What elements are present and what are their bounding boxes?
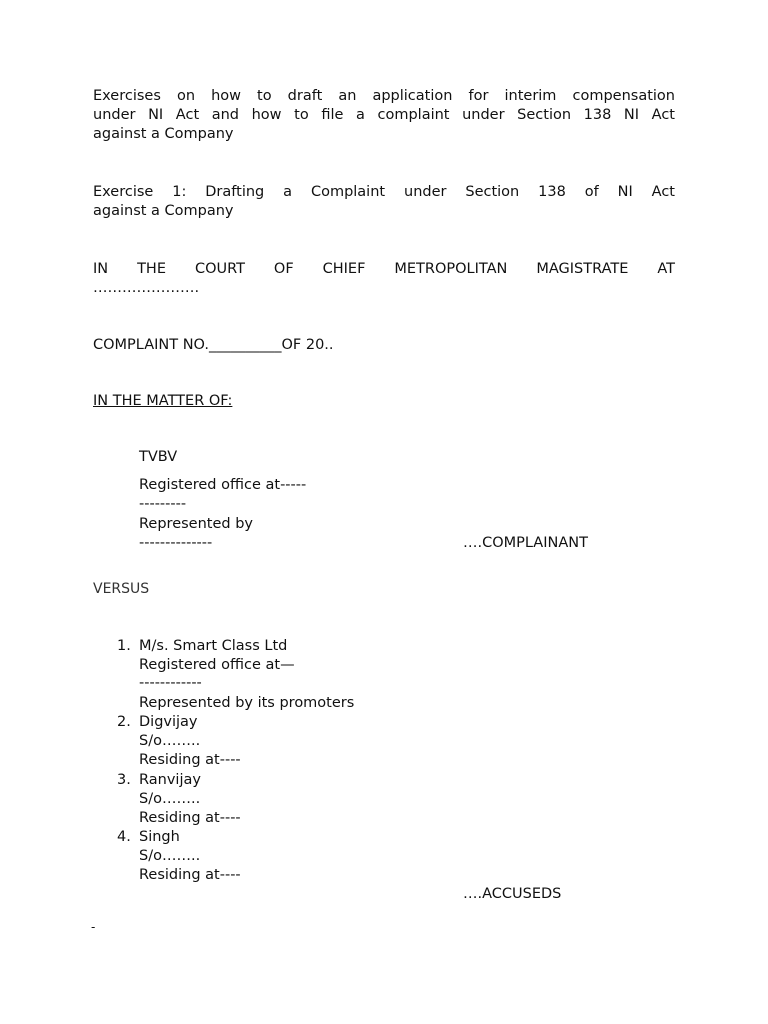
intro-line-3: against a Company (93, 126, 234, 142)
accused-3-number: 3. (117, 772, 131, 788)
versus-label: VERSUS (93, 581, 150, 597)
accused-1-number: 1. (117, 638, 131, 654)
accused-3-son-of: S/o…….. (139, 791, 201, 807)
complainant-name: TVBV (139, 449, 178, 465)
accused-2-number: 2. (117, 714, 131, 730)
exercise-title-line-2: against a Company (93, 203, 234, 219)
complaint-number: COMPLAINT NO.__________OF 20.. (93, 337, 334, 353)
accused-4-residing-at: Residing at---- (139, 867, 241, 883)
footer-mark: - (91, 920, 96, 934)
accused-3-name: Ranvijay (139, 772, 201, 788)
accused-2-residing-at: Residing at---- (139, 752, 241, 768)
intro-line-1: Exercises on how to draft an application for interim compensation (93, 88, 675, 104)
complainant-registered-office: Registered office at----- (139, 477, 307, 493)
complainant-registered-dashes: --------- (139, 496, 187, 512)
accused-2-name: Digvijay (139, 714, 198, 730)
accused-4-number: 4. (117, 829, 131, 845)
accused-2-son-of: S/o…….. (139, 733, 201, 749)
accused-1-represented-by: Represented by its promoters (139, 695, 355, 711)
intro-line-2: under NI Act and how to file a complaint under Section 138 NI Act (93, 107, 675, 123)
court-heading-line-2: …………………. (93, 280, 200, 296)
complainant-represented-dashes: -------------- (139, 535, 213, 551)
accused-1-name: M/s. Smart Class Ltd (139, 638, 288, 654)
accused-4-name: Singh (139, 829, 180, 845)
accused-role: ….ACCUSEDS (463, 886, 562, 902)
court-heading-line-1: IN THE COURT OF CHIEF METROPOLITAN MAGISTRATE AT (93, 261, 675, 277)
complainant-represented-by: Represented by (139, 516, 253, 532)
exercise-title-line-1: Exercise 1: Drafting a Complaint under Section 138 of NI Act (93, 184, 675, 200)
matter-heading: IN THE MATTER OF: (93, 393, 233, 409)
accused-3-residing-at: Residing at---- (139, 810, 241, 826)
accused-4-son-of: S/o…….. (139, 848, 201, 864)
accused-1-registered-dashes: ------------ (139, 675, 202, 691)
accused-1-registered-office: Registered office at— (139, 657, 295, 673)
complainant-role: ….COMPLAINANT (463, 535, 588, 551)
